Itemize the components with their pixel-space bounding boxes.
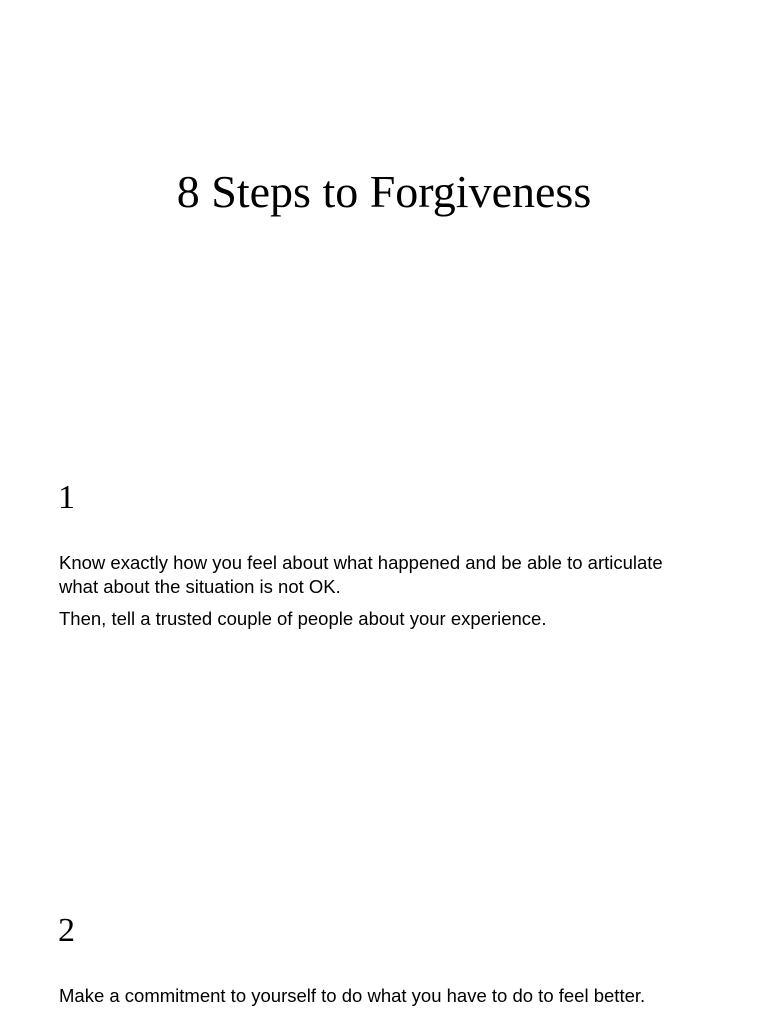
page-title: 8 Steps to Forgiveness: [176, 166, 592, 217]
step-number-2: 2: [58, 912, 75, 949]
step-1-paragraph-1: Know exactly how you feel about what happened and be able to articulate what about the situation is not OK.: [59, 552, 663, 597]
step-2-paragraph-1: Make a commitment to yourself to do what you have to do to feel better.: [59, 985, 646, 1006]
step-1-paragraph-2: Then, tell a trusted couple of people about your experience.: [59, 608, 547, 629]
step-number-1: 1: [58, 479, 75, 516]
